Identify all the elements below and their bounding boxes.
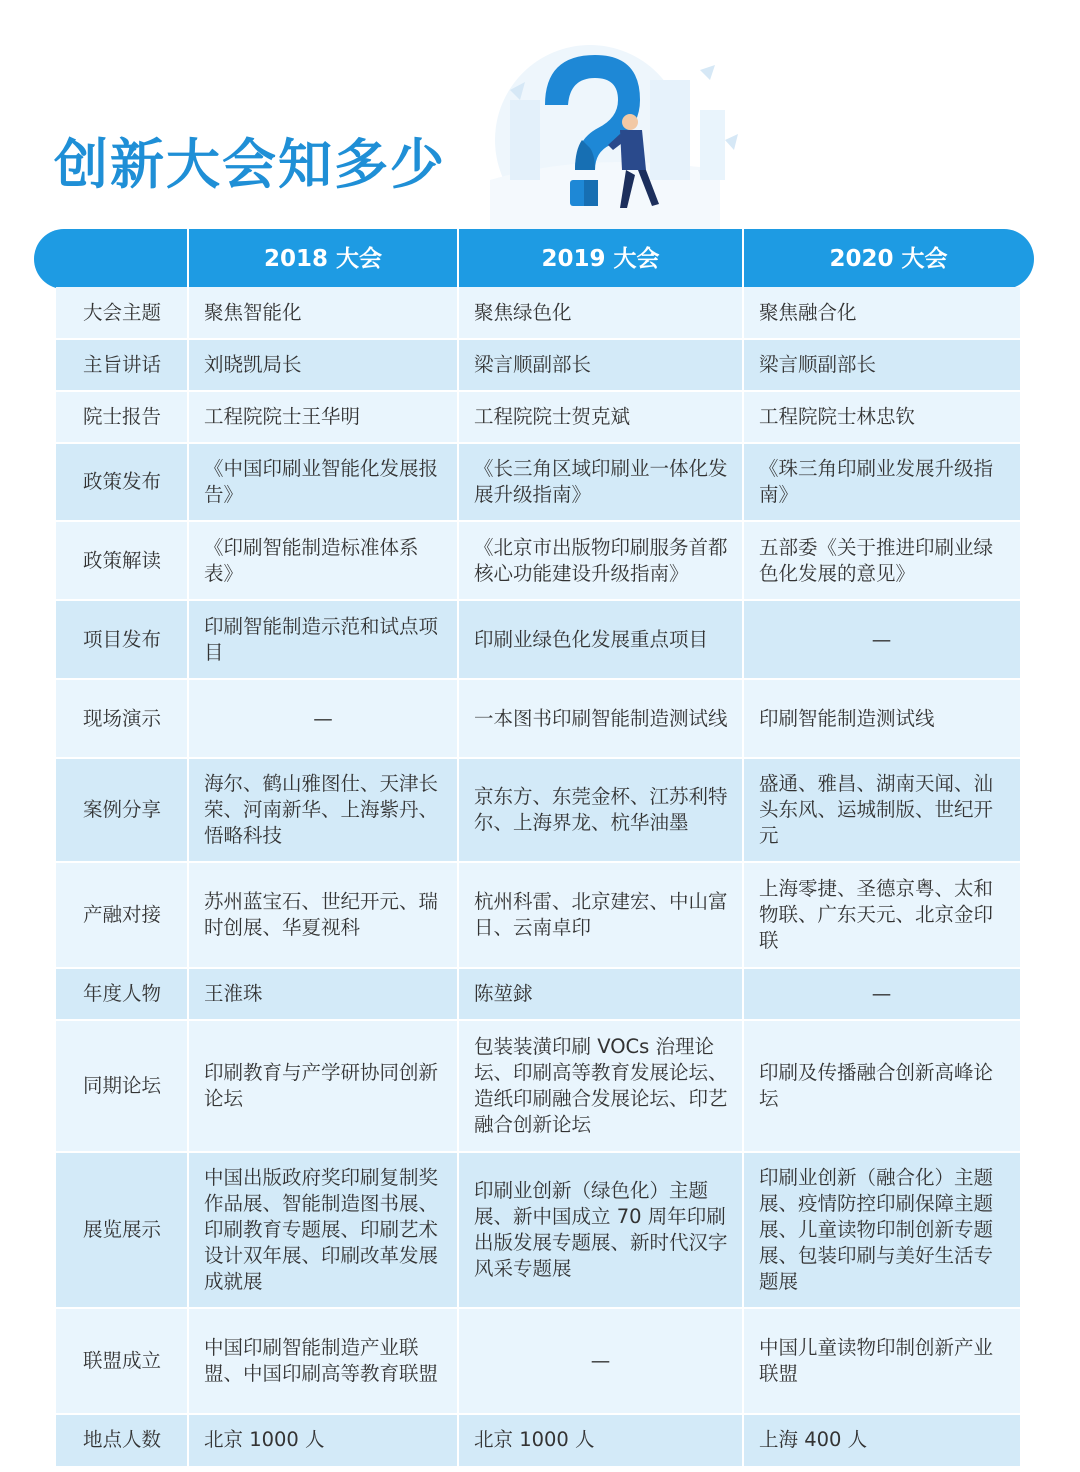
- row-label: 联盟成立: [82, 1349, 161, 1372]
- row-label: 大会主题: [82, 301, 161, 324]
- cell-2019: 杭州科雷、北京建宏、中山富日、云南卓印: [474, 890, 728, 939]
- cell-2019: 《北京市出版物印刷服务首都核心功能建设升级指南》: [474, 535, 728, 585]
- cell-2020: 五部委《关于推进印刷业绿色化发展的意见》: [759, 535, 994, 585]
- cell-2018: —: [313, 706, 333, 730]
- row-label: 地点人数: [82, 1428, 161, 1451]
- cell-2019: 一本图书印刷智能制造测试线: [474, 706, 728, 730]
- row-label: 年度人物: [82, 982, 161, 1005]
- question-mark-illustration: [470, 30, 770, 230]
- table-row: [56, 521, 1020, 600]
- table-row: [56, 287, 1020, 339]
- cell-2018: 刘晓凯局长: [204, 353, 302, 376]
- cell-2020: 印刷业创新（融合化）主题展、疫情防控印刷保障主题展、儿童读物印制创新专题展、包装印刷与美好生活专题展: [759, 1166, 994, 1293]
- table-row: [56, 443, 1020, 521]
- header-divider: [457, 229, 459, 289]
- cell-2020: 工程院院士林忠钦: [759, 405, 916, 428]
- cell-2020: 聚焦融合化: [759, 301, 857, 324]
- row-label: 政策发布: [82, 470, 161, 493]
- cell-2018: 聚焦智能化: [204, 301, 302, 324]
- cell-2019: 梁言顺副部长: [474, 353, 592, 376]
- row-label: 主旨讲话: [82, 353, 161, 376]
- row-label: 政策解读: [82, 548, 161, 572]
- table-row: [56, 339, 1020, 391]
- cell-2020: —: [871, 982, 892, 1005]
- row-label: 同期论坛: [82, 1074, 161, 1097]
- cell-2019: 包装装潢印刷 VOCs 治理论坛、印刷高等教育发展论坛、造纸印刷融合发展论坛、印艺融合创新论坛: [474, 1035, 728, 1136]
- header: [0, 0, 1080, 230]
- cell-2019: 聚焦绿色化: [474, 301, 572, 324]
- cell-2019: 印刷业绿色化发展重点项目: [474, 627, 709, 651]
- cell-2018: 印刷教育与产学研协同创新论坛: [204, 1061, 439, 1110]
- table-row: [56, 968, 1020, 1020]
- cell-2020: 印刷智能制造测试线: [759, 706, 935, 730]
- row-label: 案例分享: [82, 798, 161, 821]
- cell-2020: 《珠三角印刷业发展升级指南》: [759, 457, 994, 506]
- cell-2020: —: [871, 627, 892, 651]
- row-label: 项目发布: [82, 627, 161, 651]
- cell-2019: 《长三角区域印刷业一体化发展升级指南》: [474, 457, 728, 506]
- cell-2018: 工程院院士王华明: [204, 405, 361, 428]
- header-divider: [742, 229, 744, 289]
- cell-2018: 《印刷智能制造标准体系表》: [204, 535, 419, 585]
- cell-2018: 苏州蓝宝石、世纪开元、瑞时创展、华夏视科: [204, 890, 439, 939]
- cell-2020: 中国儿童读物印制创新产业联盟: [759, 1336, 994, 1385]
- row-label: 现场演示: [82, 706, 161, 730]
- table-row: [56, 679, 1020, 758]
- table-row: [56, 1020, 1020, 1152]
- cell-2019: 印刷业创新（绿色化）主题展、新中国成立 70 周年印刷出版发展专题展、新时代汉字风采专题展: [474, 1179, 728, 1280]
- cell-2018: 王淮珠: [204, 982, 263, 1005]
- cell-2020: 印刷及传播融合创新高峰论坛: [759, 1061, 994, 1110]
- table-row: [56, 1414, 1020, 1466]
- cell-2020: 上海 400 人: [759, 1428, 868, 1451]
- cell-2020: 梁言顺副部长: [759, 353, 877, 376]
- header-divider: [187, 229, 189, 289]
- cell-2020: 上海零捷、圣德京粤、太和物联、广东天元、北京金印联: [759, 877, 994, 952]
- cell-2018: 《中国印刷业智能化发展报告》: [204, 457, 439, 506]
- table-row: [56, 1308, 1020, 1414]
- row-label: 产融对接: [82, 903, 161, 926]
- cell-2018: 印刷智能制造示范和试点项目: [204, 614, 439, 664]
- cell-2018: 中国印刷智能制造产业联盟、中国印刷高等教育联盟: [204, 1336, 439, 1385]
- column-header-2018: 2018 大会: [263, 246, 383, 272]
- table-row: [56, 862, 1020, 968]
- table-row: [56, 758, 1020, 862]
- table-row: [56, 391, 1020, 443]
- cell-2019: 陈堃銶: [474, 982, 533, 1005]
- cell-2019: 工程院院士贺克斌: [474, 405, 631, 428]
- cell-2018: 海尔、鹤山雅图仕、天津长荣、河南新华、上海紫丹、悟略科技: [204, 772, 439, 847]
- row-label: 院士报告: [82, 405, 161, 428]
- column-header-2020: 2020 大会: [829, 246, 948, 272]
- cell-2020: 盛通、雅昌、湖南天闻、汕头东风、运城制版、世纪开元: [759, 772, 994, 847]
- cell-2019: 北京 1000 人: [474, 1428, 595, 1451]
- cell-2018: 中国出版政府奖印刷复制奖作品展、智能制造图书展、印刷教育专题展、印刷艺术设计双年展、印刷改革发展成就展: [204, 1166, 439, 1293]
- cell-2019: 京东方、东莞金杯、江苏利特尔、上海界龙、杭华油墨: [474, 785, 728, 834]
- cell-2018: 北京 1000 人: [204, 1428, 325, 1451]
- table-row: [56, 1152, 1020, 1308]
- page-title: 创新大会知多少: [54, 133, 446, 196]
- table-row: [56, 600, 1020, 679]
- cell-2019: —: [590, 1349, 611, 1372]
- column-header-2019: 2019 大会: [541, 246, 660, 272]
- row-label: 展览展示: [82, 1218, 161, 1241]
